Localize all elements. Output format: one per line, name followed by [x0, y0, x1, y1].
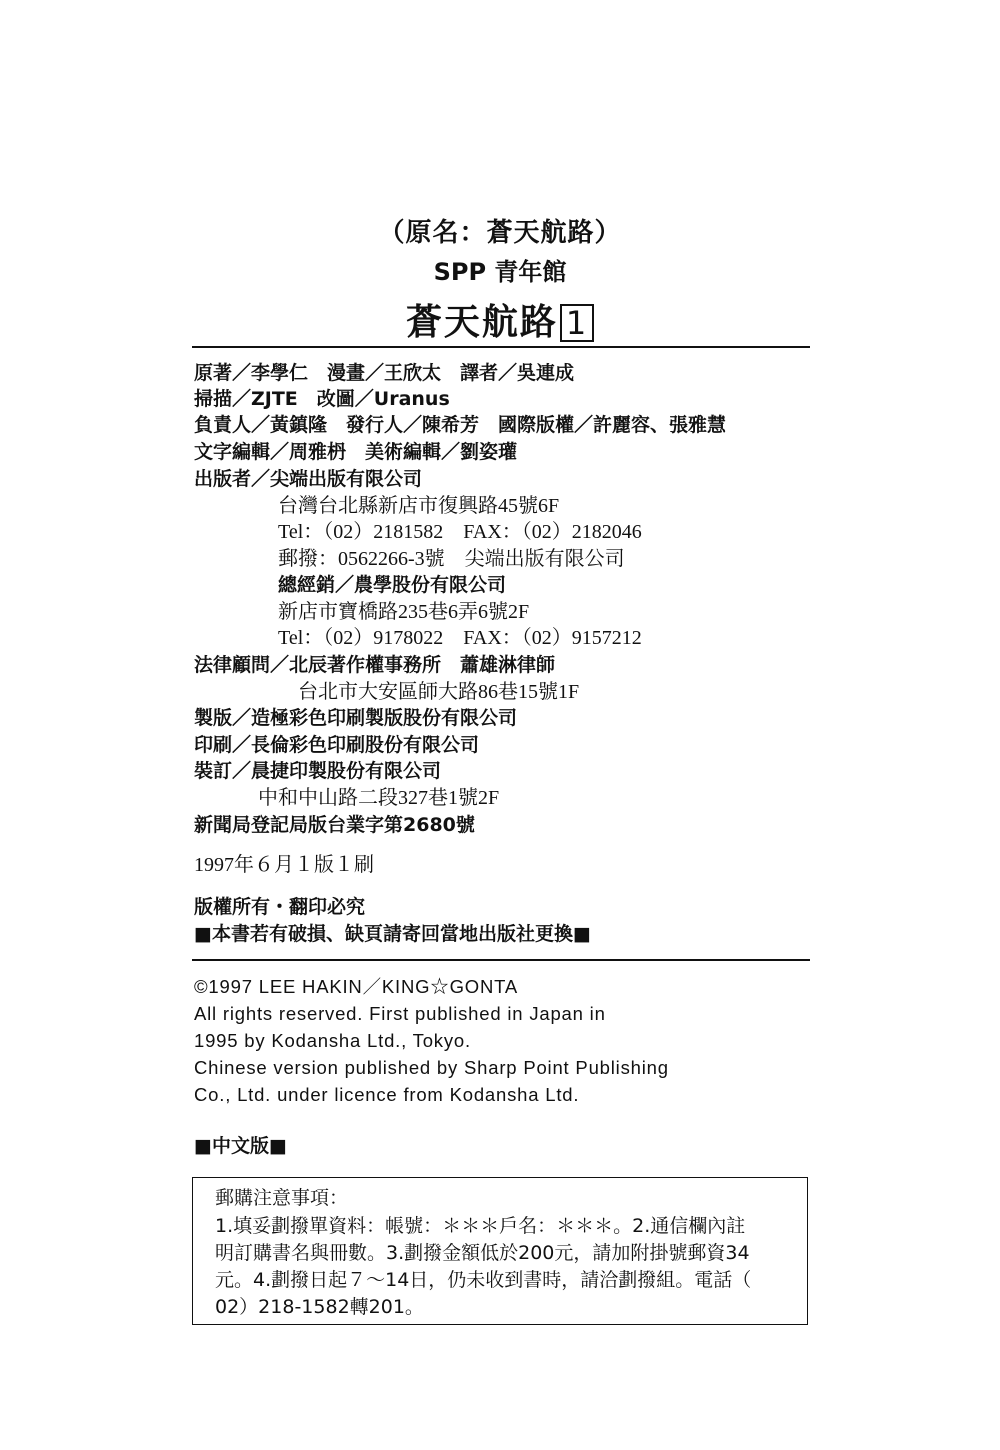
top-divider	[192, 346, 810, 348]
mail-order-notice-box	[192, 1177, 808, 1325]
binder-address: 中和中山路二段327巷1號2F	[258, 787, 500, 809]
distributor-address: 新店市寶橋路235巷6弄6號2F	[278, 601, 530, 623]
publisher-name: 出版者／尖端出版有限公司	[194, 468, 423, 490]
credits-line: 掃描／ZJTE 改圖／Uranus	[194, 388, 450, 410]
credits-line: 負責人／黃鎮隆 發行人／陳希芳 國際版權／許麗容、張雅慧	[194, 414, 727, 436]
notice-line: 明訂購書名與冊數。3.劃撥金額低於200元，請加附掛號郵資34	[215, 1242, 750, 1264]
middle-divider	[192, 959, 810, 961]
license-number: 新聞局登記局版台業字第2680號	[194, 814, 475, 836]
notice-line: 元。4.劃撥日起７～14日，仍未收到書時，請洽劃撥組。電話（	[215, 1269, 752, 1291]
book-title-block	[0, 294, 1000, 345]
replacement-notice: ■本書若有破損、缺頁請寄回當地出版社更換■	[194, 923, 591, 945]
copyright-line: All rights reserved. First published in Japan in	[194, 1003, 606, 1024]
printer: 印刷／長倫彩色印刷股份有限公司	[194, 734, 480, 756]
chinese-edition-label: ■中文版■	[194, 1135, 287, 1157]
edition-date: 1997年６月１版１刷	[194, 854, 374, 876]
copyright-line: Co., Ltd. under licence from Kodansha Ltd.	[194, 1084, 580, 1105]
legal-counsel-address: 台北市大安區師大路86巷15號1F	[298, 681, 580, 703]
notice-title: 郵購注意事項：	[215, 1187, 349, 1209]
publisher-tel-fax: Tel：（02）2181582 FAX：（02）2182046	[278, 521, 642, 543]
legal-counsel: 法律顧問／北辰著作權事務所 蕭雄淋律師	[194, 654, 556, 676]
credits-line: 原著／李學仁 漫畫／王欣太 譯者／吳連成	[194, 362, 575, 384]
series-name: SPP 青年館	[433, 258, 567, 286]
plate-maker: 製版／造極彩色印刷製版股份有限公司	[194, 707, 518, 729]
volume-number: 1	[560, 304, 594, 342]
copyright-line: Chinese version published by Sharp Point Publishing	[194, 1057, 669, 1078]
original-title: （原名：蒼天航路）	[378, 218, 622, 248]
book-title: 蒼天航路	[405, 302, 558, 343]
credits-line: 文字編輯／周雅枬 美術編輯／劉姿瓘	[194, 441, 518, 463]
copyright-line: 1995 by Kodansha Ltd., Tokyo.	[194, 1030, 471, 1051]
rights-reserved: 版權所有・翻印必究	[194, 896, 366, 918]
distributor-tel-fax: Tel：（02）9178022 FAX：（02）9157212	[278, 627, 642, 649]
publisher-postal-account: 郵撥：0562266-3號 尖端出版有限公司	[278, 548, 625, 570]
notice-line: 1.填妥劃撥單資料：帳號：＊＊＊戶名：＊＊＊。2.通信欄內註	[215, 1215, 746, 1237]
copyright-line: ©1997 LEE HAKIN／KING☆GONTA	[194, 976, 519, 997]
binder: 裝訂／晨捷印製股份有限公司	[194, 760, 442, 782]
distributor-name: 總經銷／農學股份有限公司	[278, 574, 507, 596]
notice-line: 02）218-1582轉201。	[215, 1296, 424, 1318]
publisher-address: 台灣台北縣新店市復興路45號6F	[278, 495, 560, 517]
